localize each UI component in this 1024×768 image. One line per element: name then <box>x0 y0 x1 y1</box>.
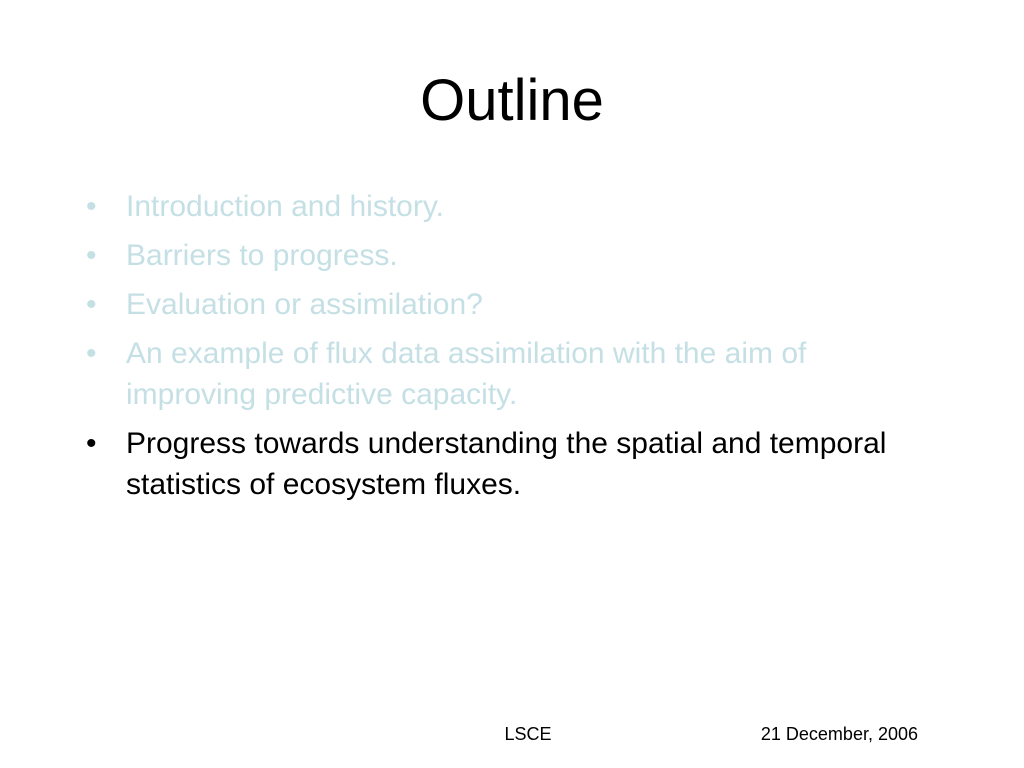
footer-organization: LSCE <box>504 724 552 744</box>
outline-item-text: An example of flux data assimilation with the aim of improving predictive capacity. <box>126 337 807 411</box>
outline-item <box>86 235 926 276</box>
outline-item <box>86 186 926 227</box>
slide-title: Outline <box>420 68 604 133</box>
outline-item <box>86 423 926 505</box>
outline-item <box>86 284 926 325</box>
outline-item-text: Evaluation or assimilation? <box>126 288 483 321</box>
outline-item-text: Progress towards understanding the spatial and temporal statistics of ecosystem fluxes. <box>126 427 887 501</box>
bullet-icon: • <box>86 427 97 460</box>
outline-list <box>86 186 926 513</box>
outline-item-text: Barriers to progress. <box>126 239 398 272</box>
outline-item <box>86 333 926 415</box>
bullet-icon: • <box>86 288 97 321</box>
bullet-icon: • <box>86 337 97 370</box>
footer-date: 21 December, 2006 <box>760 724 918 744</box>
bullet-icon: • <box>86 239 97 272</box>
bullet-icon: • <box>86 190 97 223</box>
outline-item-text: Introduction and history. <box>126 190 444 223</box>
